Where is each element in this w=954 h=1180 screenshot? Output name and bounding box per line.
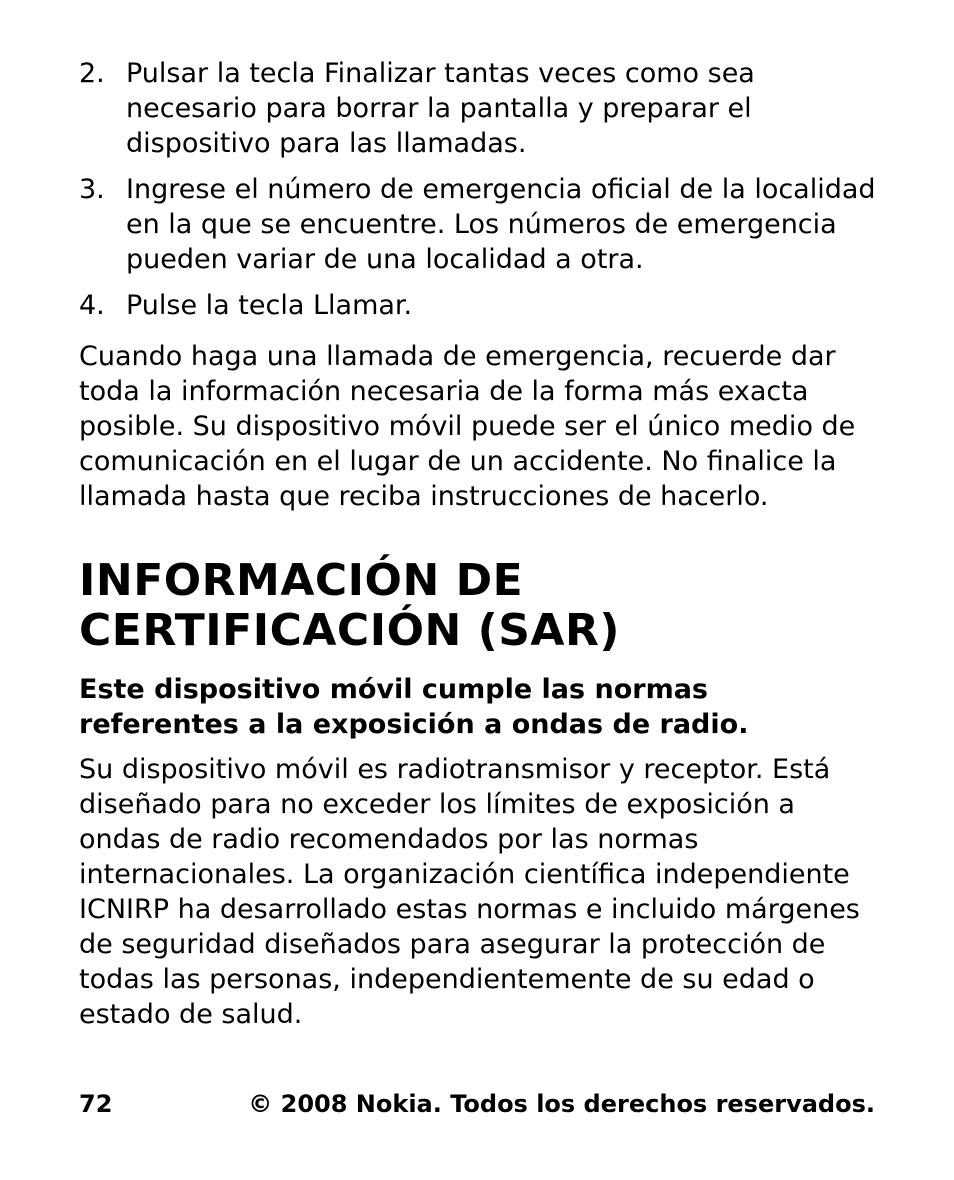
- list-item: [79, 288, 877, 323]
- step-text: Ingrese el número de emergencia oficial de la localidad en la que se encuentre. Los números de emergencia pueden variar de una localidad a otra.: [126, 174, 876, 275]
- emergency-call-paragraph: Cuando haga una llamada de emergencia, recuerde dar toda la información necesaria de la forma más exacta posible. Su dispositivo móvil puede ser el único medio de comunicación en el lugar de un accidente. No finalice la llamada hasta que reciba instrucciones de hacerlo.: [79, 341, 856, 512]
- page-footer: [79, 1088, 875, 1120]
- step-number: 3.: [79, 174, 105, 205]
- page-number: 72: [79, 1090, 113, 1118]
- document-page: [79, 56, 877, 1032]
- list-item: [79, 172, 877, 277]
- section-lead-paragraph: Este dispositivo móvil cumple las normas referentes a la exposición a ondas de radio.: [79, 674, 749, 740]
- step-text: Pulse la tecla Llamar.: [126, 290, 413, 321]
- section-body-paragraph: Su dispositivo móvil es radiotransmisor y receptor. Está diseñado para no exceder los límites de exposición a ondas de radio recomendados por las normas internacionales. La organización científica independiente ICNIRP ha desarrollado estas normas e incluido márgenes de seguridad diseñados para asegurar la protección de todas las personas, independientemente de su edad o estado de salud.: [79, 754, 860, 1030]
- copyright-notice: © 2008 Nokia. Todos los derechos reservados.: [248, 1090, 875, 1118]
- section-heading: INFORMACIÓN DE CERTIFICACIÓN (SAR): [79, 555, 620, 656]
- step-number: 4.: [79, 290, 105, 321]
- emergency-steps-list: [79, 56, 877, 323]
- list-item: [79, 56, 877, 161]
- step-text: Pulsar la tecla Finalizar tantas veces como sea necesario para borrar la pantalla y preparar el dispositivo para las llamadas.: [126, 58, 755, 159]
- step-number: 2.: [79, 58, 105, 89]
